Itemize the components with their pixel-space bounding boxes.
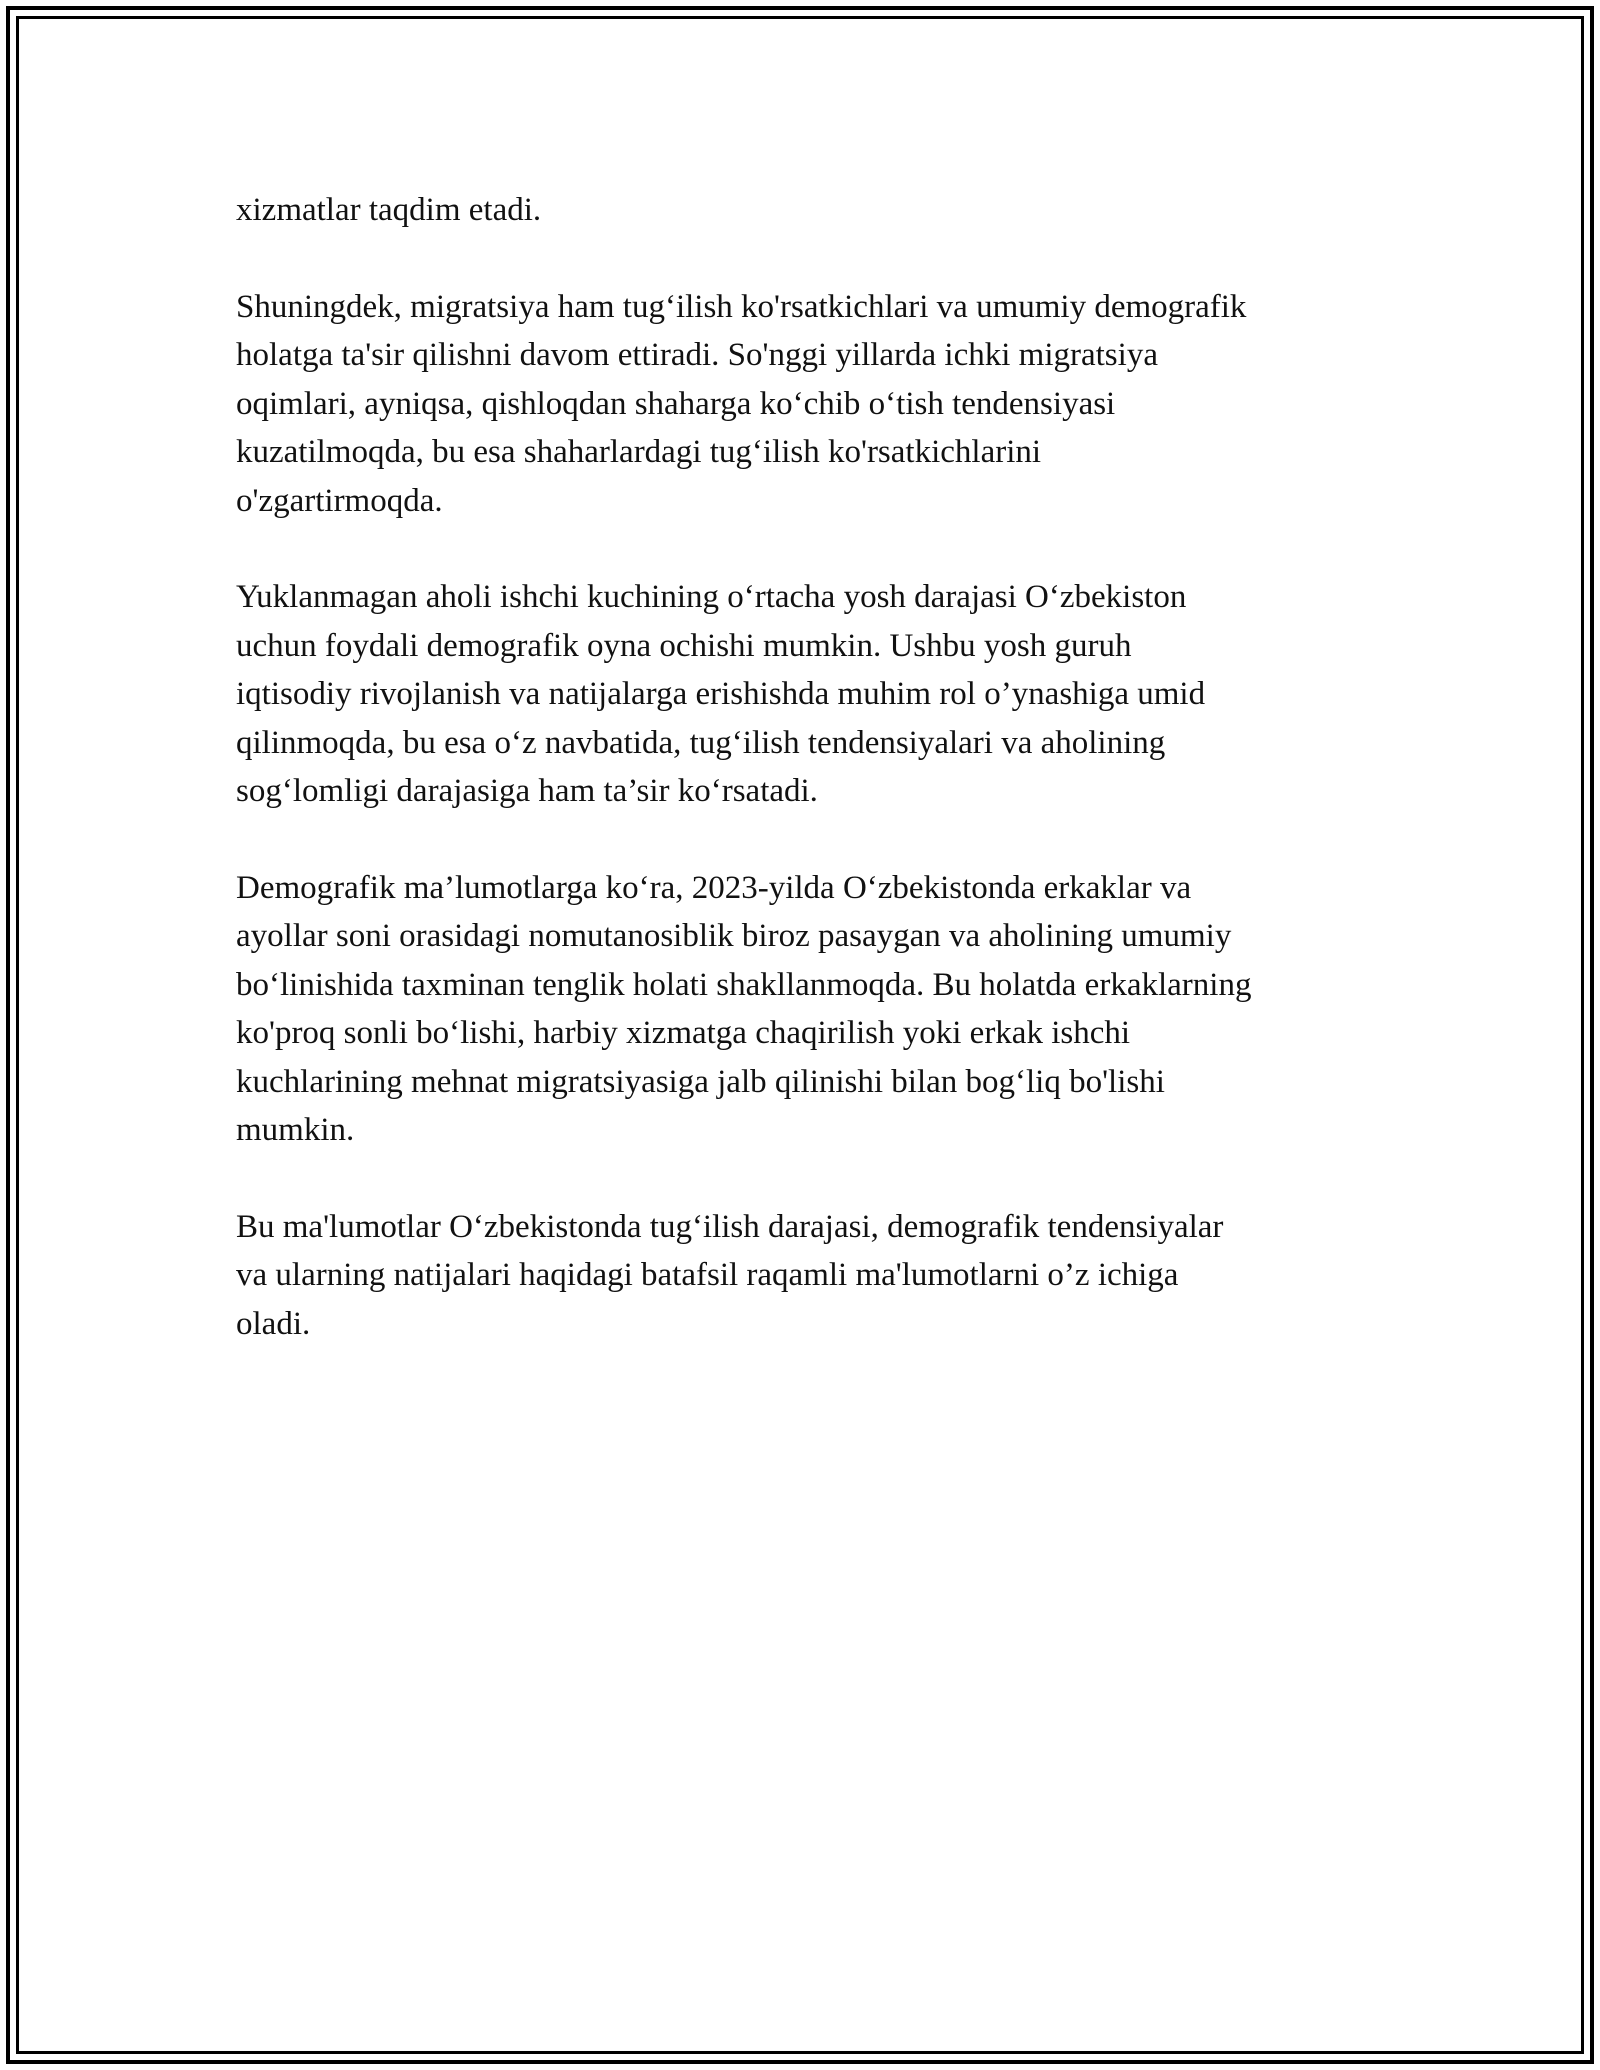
document-body <box>236 186 1376 1396</box>
paragraph-summary: Bu ma'lumotlar O‘zbekistonda tug‘ilish darajasi, demografik tendensiyalar va ularning natijalari haqidagi batafsil raqamli ma'lumotlarni o’z ichiga oladi. <box>236 1208 1224 1342</box>
paragraph-continuation: xizmatlar taqdim etadi. <box>236 192 542 228</box>
paragraph-gender-ratio: Demografik ma’lumotlarga ko‘ra, 2023-yilda O‘zbekistonda erkaklar va ayollar soni orasidagi nomutanosiblik biroz pasaygan va aholining umumiy bo‘linishida taxminan tenglik holati shakllanmoqda. Bu holatda erkaklarning ko'proq sonli bo‘lishi, harbiy xizmatga chaqirilish yoki erkak ishchi kuchlarining mehnat migratsiyasiga jalb qilinishi bilan bog‘liq bo'lishi mumkin. <box>236 869 1252 1148</box>
paragraph-workforce-age: Yuklanmagan aholi ishchi kuchining o‘rtacha yosh darajasi O‘zbekiston uchun foydali demografik oyna ochishi mumkin. Ushbu yosh guruh iqtisodiy rivojlanish va natijalarga erishishda muhim rol o’ynashiga umid qilinmoqda, bu esa o‘z navbatida, tug‘ilish tendensiyalari va aholining sog‘lomligi darajasiga ham ta’sir ko‘rsatadi. <box>236 579 1206 809</box>
paragraph-migration: Shuningdek, migratsiya ham tug‘ilish ko'rsatkichlari va umumiy demografik holatga ta'sir qilishni davom ettiradi. So'nggi yillarda ichki migratsiya oqimlari, ayniqsa, qishloqdan shaharga ko‘chib o‘tish tendensiyasi kuzatilmoqda, bu esa shaharlardagi tug‘ilish ko'rsatkichlarini o'zgartirmoqda. <box>236 288 1247 519</box>
